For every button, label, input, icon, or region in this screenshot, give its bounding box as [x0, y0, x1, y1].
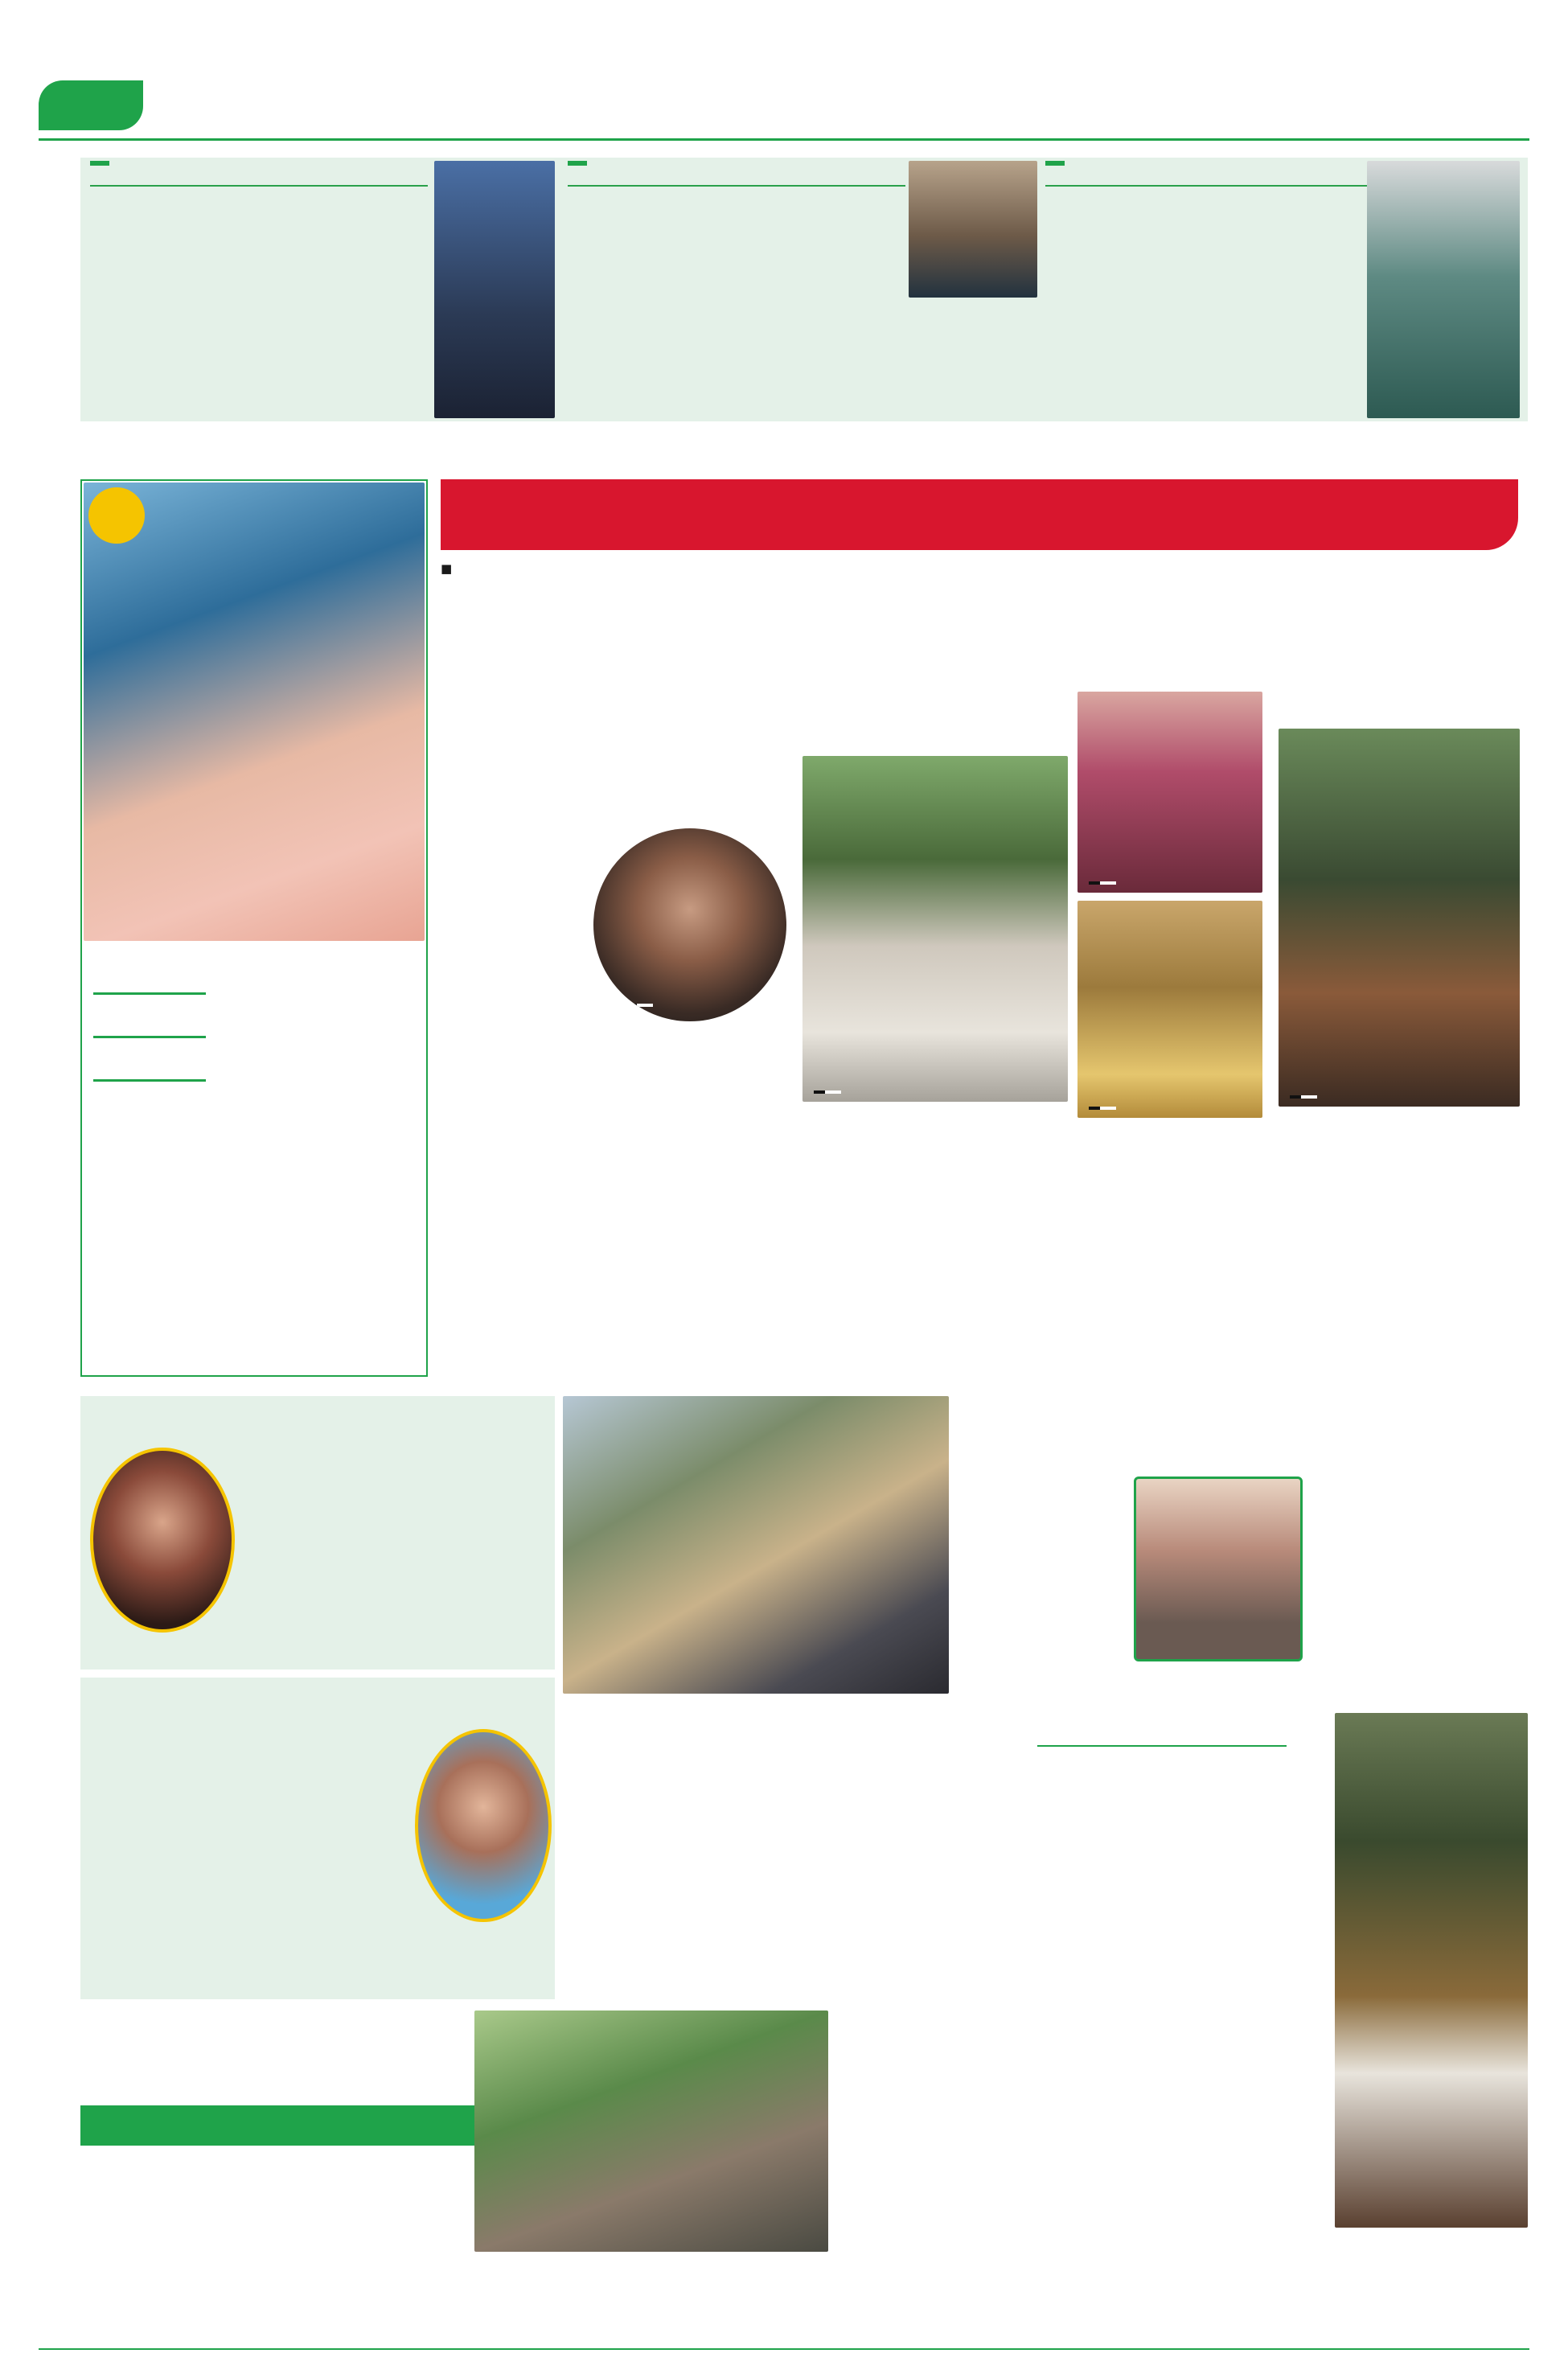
nisho-photo — [563, 1396, 949, 1694]
lead-photo-1 — [593, 828, 786, 1021]
top-news-logo — [88, 487, 145, 544]
top1-photo — [434, 161, 555, 418]
lead-photo-3-caption — [1089, 881, 1116, 885]
top3-rule — [1045, 185, 1367, 187]
top-strip-background — [80, 158, 1528, 421]
top-news-rule-3 — [93, 1079, 206, 1082]
lead-photo-2-caption — [814, 1090, 841, 1094]
lead-photo-3 — [1077, 692, 1262, 893]
moner-title-band — [80, 2105, 539, 2146]
lead-photo-4-caption — [1089, 1107, 1116, 1110]
apurba-title-rule — [1037, 1745, 1287, 1747]
lead-byline: ■ — [441, 561, 453, 576]
lead-col3b — [0, 2192, 241, 2229]
top3-photo — [1367, 161, 1520, 418]
top2-rule — [568, 185, 905, 187]
top2-photo — [909, 161, 1037, 298]
lead-headline — [441, 479, 1518, 550]
top1-rule — [90, 185, 428, 187]
lead-photo-1-caption — [626, 1004, 653, 1007]
horoscope-panel — [39, 2348, 1529, 2350]
top3-tag — [1045, 161, 1065, 166]
lead-col3c — [0, 2229, 442, 2374]
lead-photo-4 — [1077, 901, 1262, 1118]
top-news-rule-1 — [93, 992, 206, 995]
header-rule — [39, 138, 1529, 141]
chomok-photo — [415, 1729, 552, 1922]
top1-tag — [90, 161, 109, 166]
moner-photo — [474, 2011, 828, 2252]
lead-photo-5-caption — [1290, 1095, 1317, 1099]
salma-photo — [90, 1448, 235, 1633]
top2-tag — [568, 161, 587, 166]
apurba-photo — [1335, 1713, 1528, 2228]
lead-photo-2 — [802, 756, 1068, 1102]
page-number-badge — [39, 80, 143, 130]
top-news-photo — [84, 483, 425, 941]
lead-photo-5 — [1279, 729, 1520, 1107]
mim-photo — [1134, 1477, 1303, 1661]
top-news-rule-2 — [93, 1036, 206, 1038]
